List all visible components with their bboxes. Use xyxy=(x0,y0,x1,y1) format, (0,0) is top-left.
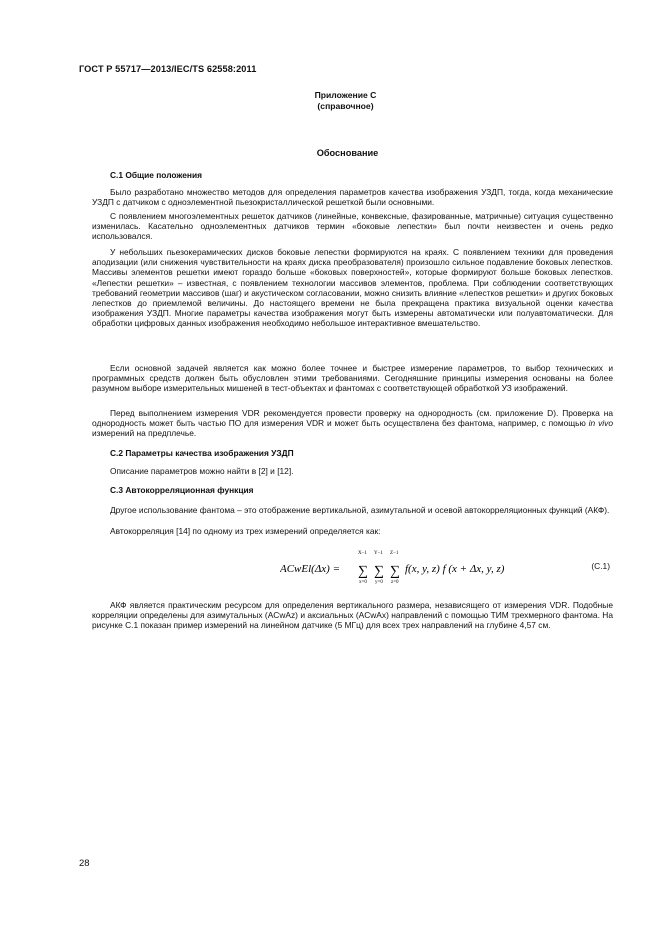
document-title: Обоснование xyxy=(316,148,379,158)
c1-paragraph-4: Если основной задачей является как можно более точнее и быстрее измерение параметров, то выбор технических и программных средств должен быть обусловлен этими требованиями. Сегодняшние принципы измерения основаны на более разумном выборе измерительных мишеней в тест-объектах и фантомах с соответствующей обработкой УЗ изображений. xyxy=(92,363,613,394)
sum-z-symbol: ∑ xyxy=(390,564,400,579)
autocorrelation-formula xyxy=(280,548,530,586)
sum-x-upper: X−1 xyxy=(358,551,367,556)
c3-paragraph-1: Другое использование фантома – это отображение вертикальной, азимутальной и осевой автокорреляционных функций (АКФ). xyxy=(110,505,610,515)
section-c1-heading: С.1 Общие положения xyxy=(110,170,203,180)
sum-y-lower: y=0 xyxy=(375,580,383,585)
c1-paragraph-5 xyxy=(92,408,613,439)
section-c2-heading: С.2 Параметры качества изображения УЗДП xyxy=(110,448,294,458)
c1-paragraph-3: У небольших пьезокерамических дисков боковые лепестки формируются на краях. С появлением техники для проведения аподизации (или снижения чувствительности на краях диска преобразователя) произошло сильное подавление боковых лепестков. Массивы элементов решетки имеют гораздо больше «боковых поверхностей», которые формируют больше боковых лепестков. «Лепестки решетки» – известная, с появлением технологии массивов элементов, проблема. При соблюдении соответствующих требований геометрии массивов (шаг) и акустическом согласовании, можно снизить влияние «лепестков решетки» и других боковых лепестков до приемлемой величины. До настоящего времени не была прекращена практика визуальной оценки качества изображения УЗДП. Многие параметры качества изображения могут быть измерены автоматически или полуавтоматически. Для обработки цифровых данных изображения необходимо небольшое интерактивное вмешательство. xyxy=(92,247,613,329)
formula-lhs: ACwEl(Δx) = xyxy=(280,563,341,575)
sum-x-symbol: ∑ xyxy=(358,564,368,579)
sum-y-upper: Y−1 xyxy=(374,551,383,556)
c2-paragraph: Описание параметров можно найти в [2] и [12]. xyxy=(110,466,294,476)
sum-z-upper: Z−1 xyxy=(390,551,399,556)
sum-x-lower: x=0 xyxy=(359,580,367,585)
appendix-heading xyxy=(0,90,661,112)
formula-rhs: f(x, y, z) f (x + Δx, y, z) xyxy=(405,563,505,575)
standard-code-header: ГОСТ Р 55717—2013/IEC/TS 62558:2011 xyxy=(79,64,257,74)
c3-paragraph-2: Автокорреляция [14] по одному из трех измерений определяется как: xyxy=(110,526,381,536)
sum-y-symbol: ∑ xyxy=(374,564,384,579)
section-c3-heading: С.3 Автокорреляционная функция xyxy=(110,485,254,495)
c1-p5-text-1: Перед выполнением измерения VDR рекомендуется провести проверку на однородность (см. приложение D). Проверка на однородность может быть частью ПО для измерения VDR и может быть осуществлена без фантома, например, с помощью xyxy=(92,408,613,429)
appendix-subtitle: (справочное) xyxy=(317,101,374,111)
sum-z-lower: z=0 xyxy=(391,580,399,585)
appendix-title: Приложение С xyxy=(314,90,377,100)
c1-paragraph-1: Было разработано множество методов для определения параметров качества изображения УЗДП, тогда, когда механические УЗДП с датчиком с одноэлементной пьезокристаллической решеткой были основными. xyxy=(92,187,613,208)
page-number: 28 xyxy=(79,858,90,869)
c1-paragraph-2: С появлением многоэлементных решеток датчиков (линейные, конвексные, фазированные, матричные) ситуация существенно изменилась. Касательно одноэлементных датчиков термин «боковые лепестки» был почти неизвестен и очень редко использовался. xyxy=(92,211,613,242)
c3-paragraph-after-formula: АКФ является практическим ресурсом для определения вертикального размера, независящего от измерения VDR. Подобные корреляции определены для азимутальных (ACwAz) и аксиальных (ACwAx) направлений с помощью ТИМ трехмерного фантома. На рисунке С.1 показан пример измерений на линейном датчике (5 МГц) для всех трех направлений на глубине 4,57 см. xyxy=(92,600,613,631)
c1-p5-text-2: измерений на предплечье. xyxy=(92,428,197,439)
formula-c1 xyxy=(92,548,613,586)
c1-p5-italic: in vivo xyxy=(588,418,613,429)
formula-number: (С.1) xyxy=(591,561,610,571)
